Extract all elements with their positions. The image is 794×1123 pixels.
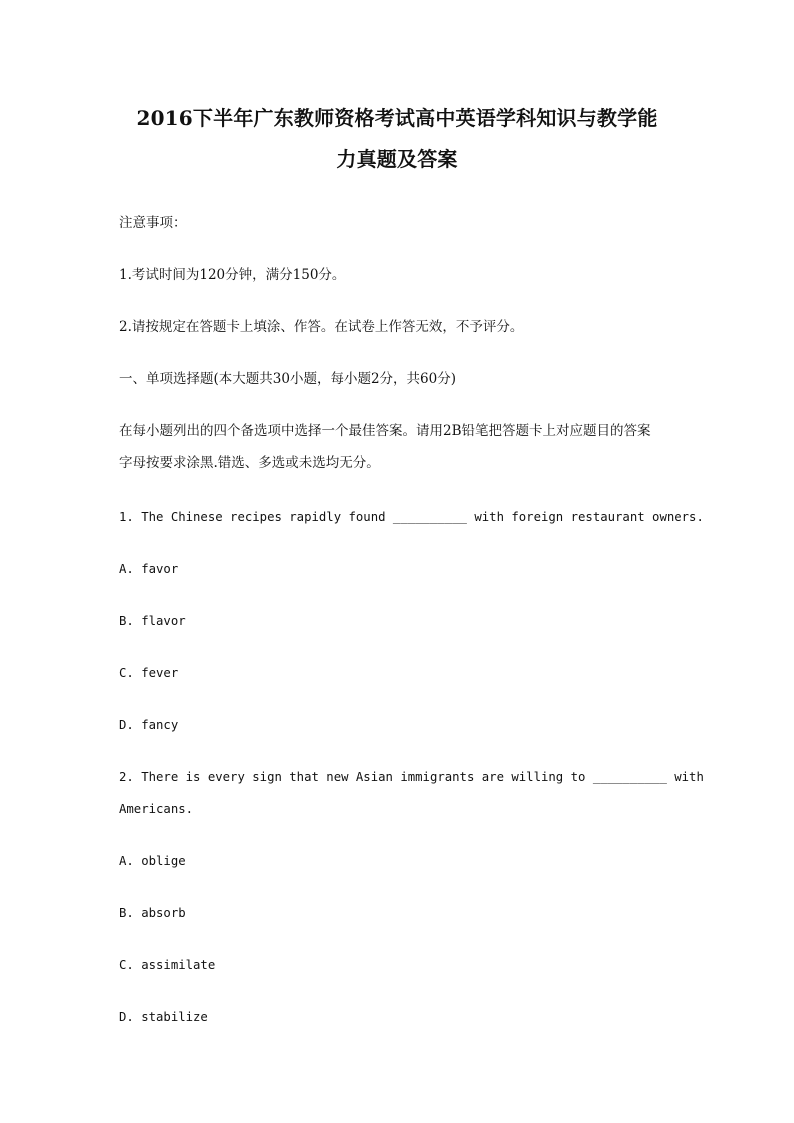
question-2-option-d: D. stabilize: [119, 1010, 208, 1024]
notes-item-1: 1.考试时间为120分钟，满分150分。: [119, 267, 346, 283]
question-1-option-c: C. fever: [119, 666, 179, 680]
question-1-option-a: A. favor: [119, 562, 179, 576]
question-2-option-a: A. oblige: [119, 854, 186, 868]
section-instruction-line-2: 字母按要求涂黑.错选、多选或未选均无分。: [119, 455, 380, 471]
question-1-stem: 1. The Chinese recipes rapidly found __________ with foreign restaurant owners.: [119, 510, 704, 524]
notes-heading: 注意事项：: [119, 215, 187, 231]
question-1-option-d: D. fancy: [119, 718, 179, 732]
question-2-stem-line-1: 2. There is every sign that new Asian immigrants are willing to __________ with: [119, 770, 704, 784]
question-1-option-b: B. flavor: [119, 614, 186, 628]
section-heading: 一、单项选择题(本大题共30小题，每小题2分，共60分): [119, 371, 456, 387]
question-2-option-b: B. absorb: [119, 906, 186, 920]
document-title-line-1: 2016下半年广东教师资格考试高中英语学科知识与教学能: [136, 106, 658, 130]
notes-item-2: 2.请按规定在答题卡上填涂、作答。在试卷上作答无效，不予评分。: [119, 319, 524, 335]
document-title-line-2: 力真题及答案: [336, 147, 458, 171]
question-2-option-c: C. assimilate: [119, 958, 216, 972]
section-instruction-line-1: 在每小题列出的四个备选项中选择一个最佳答案。请用2B铅笔把答题卡上对应题目的答案: [119, 423, 651, 439]
question-2-stem-line-2: Americans.: [119, 802, 194, 816]
